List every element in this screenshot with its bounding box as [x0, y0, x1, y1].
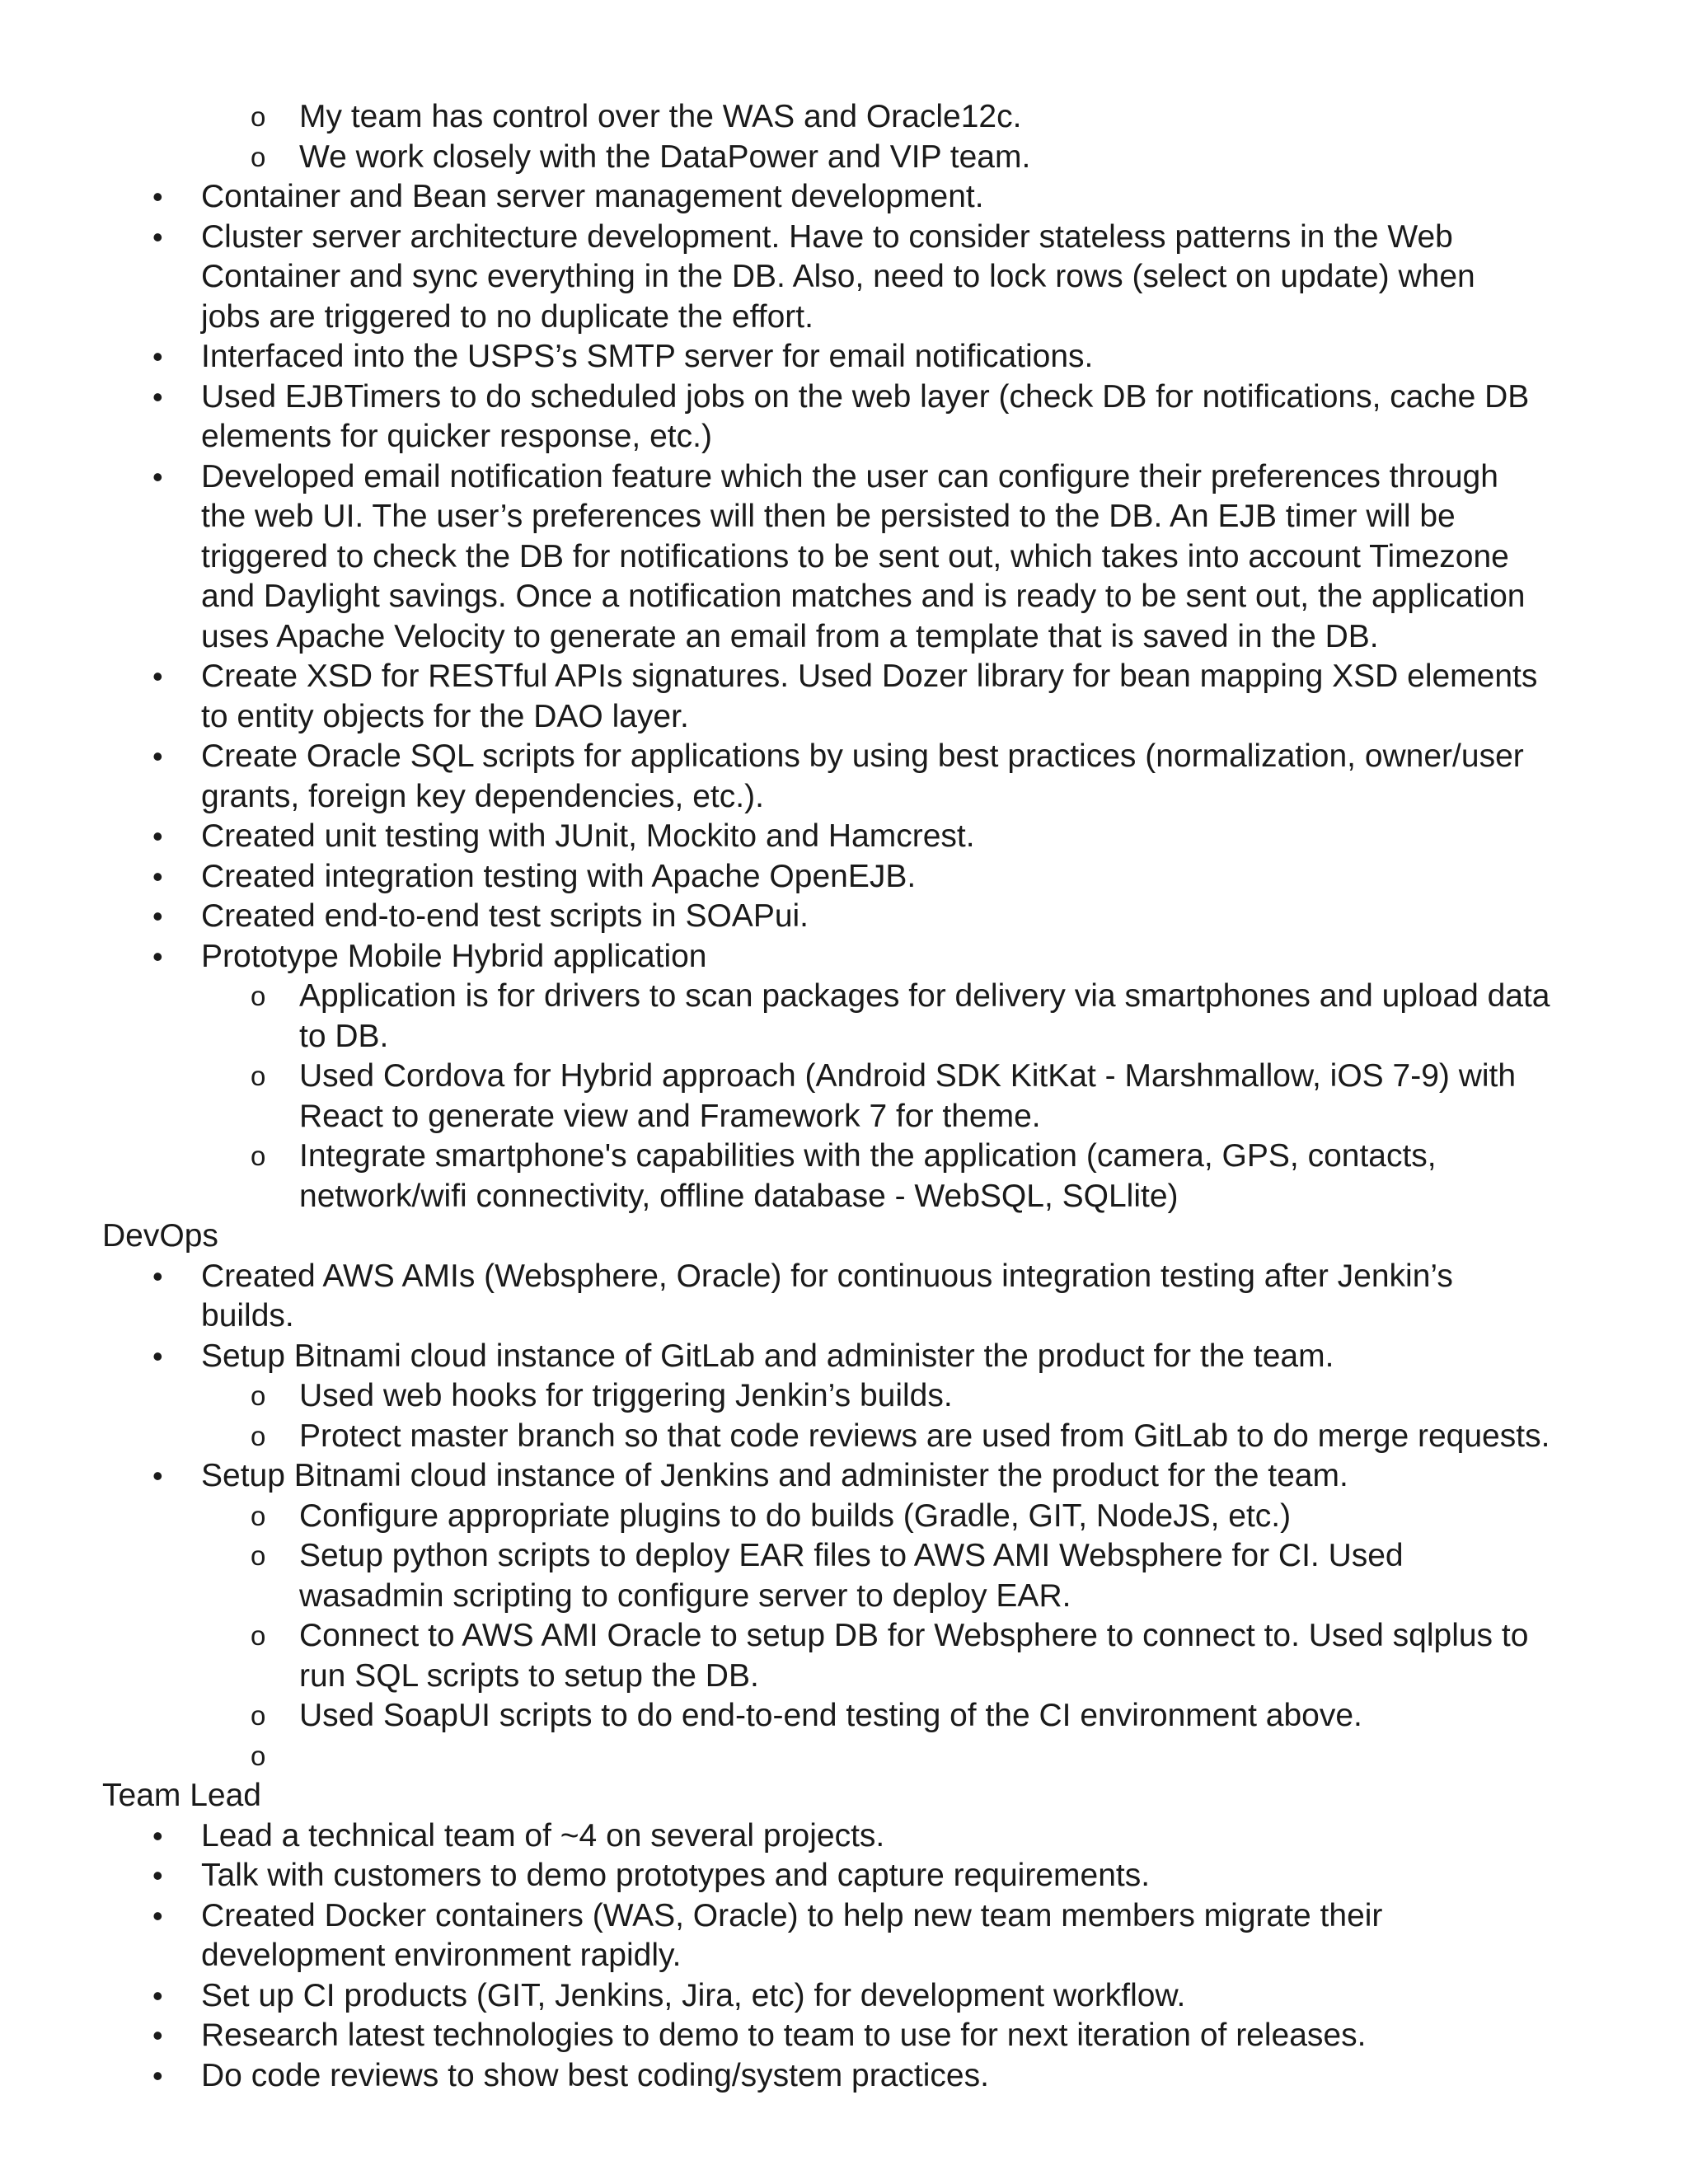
line-text: uses Apache Velocity to generate an email from a template that is saved in the DB.: [201, 618, 1379, 654]
bullet-item: [0, 218, 1688, 258]
bullet-marker: •: [152, 340, 163, 373]
line-text: Application is for drivers to scan packages for delivery via smartphones and upload data: [299, 978, 1550, 1014]
line-text: Configure appropriate plugins to do builds (Gradle, GIT, NodeJS, etc.): [299, 1497, 1292, 1534]
bullet-marker: •: [152, 1858, 163, 1892]
line-text: Setup Bitnami cloud instance of GitLab and administer the product for the team.: [201, 1338, 1334, 1374]
bullet-marker: •: [152, 1459, 163, 1493]
line-text: development environment rapidly.: [201, 1938, 682, 1973]
line-text: Integrate smartphone's capabilities with the application (camera, GPS, contacts,: [299, 1138, 1437, 1174]
bullet-item: [0, 1257, 1688, 1297]
continuation-line: [0, 617, 1688, 658]
bullet-item: [0, 337, 1688, 377]
sub-bullet-marker: o: [251, 1700, 266, 1731]
continuation-line: [0, 697, 1688, 738]
line-text: Talk with customers to demo prototypes and capture requirements.: [201, 1858, 1151, 1893]
line-text: Setup python scripts to deploy EAR files to AWS AMI Websphere for CI. Used: [299, 1538, 1404, 1573]
bullet-item: [0, 377, 1688, 418]
line-text: Create XSD for RESTful APIs signatures. Used Dozer library for bean mapping XSD elements: [201, 658, 1538, 694]
sub-bullet-marker: o: [251, 1500, 266, 1531]
sub-bullet-item: [0, 1376, 1688, 1417]
bullet-marker: •: [152, 1978, 163, 2013]
line-text: My team has control over the WAS and Oracle12c.: [299, 99, 1022, 134]
line-text: We work closely with the DataPower and VIP team.: [299, 138, 1031, 175]
line-text: Set up CI products (GIT, Jenkins, Jira, etc) for development workflow.: [201, 1977, 1186, 2013]
bullet-marker: •: [152, 739, 163, 773]
bullet-item: [0, 1856, 1688, 1896]
line-text: wasadmin scripting to configure server to deploy EAR.: [299, 1577, 1071, 1614]
continuation-line: [0, 497, 1688, 537]
bullet-marker: •: [152, 2058, 163, 2093]
line-text: Developed email notification feature which the user can configure their preferences through: [201, 458, 1498, 494]
line-text: Used EJBTimers to do scheduled jobs on the web layer (check DB for notifications, cache DB: [201, 378, 1530, 415]
line-text: and Daylight savings. Once a notification matches and is ready to be sent out, the application: [201, 579, 1526, 614]
continuation-line: [0, 777, 1688, 818]
line-text: Lead a technical team of ~4 on several projects.: [201, 1817, 885, 1854]
bullet-item: [0, 1976, 1688, 2017]
bullet-marker: •: [152, 459, 163, 494]
continuation-line: [0, 1296, 1688, 1337]
continuation-line: [0, 1657, 1688, 1697]
bullet-item: [0, 177, 1688, 218]
sub-bullet-item: [0, 1497, 1688, 1537]
line-text: Setup Bitnami cloud instance of Jenkins and administer the product for the team.: [201, 1458, 1348, 1493]
line-text: to DB.: [299, 1018, 389, 1054]
line-text: run SQL scripts to setup the DB.: [299, 1657, 759, 1694]
bullet-marker: •: [152, 899, 163, 933]
continuation-line: [0, 1097, 1688, 1137]
bullet-marker: •: [152, 659, 163, 693]
line-text: Prototype Mobile Hybrid application: [201, 938, 707, 974]
line-text: to entity objects for the DAO layer.: [201, 698, 689, 734]
bullet-item: [0, 457, 1688, 498]
bullet-item: [0, 657, 1688, 697]
bullet-item: [0, 857, 1688, 898]
bullet-item: [0, 1816, 1688, 1857]
line-text: jobs are triggered to no duplicate the effort.: [201, 298, 814, 335]
section-heading-text: DevOps: [102, 1218, 218, 1254]
continuation-line: [0, 577, 1688, 617]
bullet-marker: •: [152, 2018, 163, 2052]
line-text: elements for quicker response, etc.): [201, 419, 712, 454]
sub-bullet-marker: o: [251, 1061, 266, 1091]
bullet-marker: •: [152, 379, 163, 414]
sub-bullet-marker: o: [251, 981, 266, 1011]
line-text: Created Docker containers (WAS, Oracle) to help new team members migrate their: [201, 1897, 1383, 1933]
continuation-line: [0, 257, 1688, 298]
sub-bullet-marker: o: [251, 1740, 266, 1771]
bullet-item: [0, 2056, 1688, 2097]
bullet-item: [0, 737, 1688, 777]
bullet-item: [0, 1896, 1688, 1937]
sub-bullet-item: [0, 977, 1688, 1017]
line-text: Used Cordova for Hybrid approach (Android SDK KitKat - Marshmallow, iOS 7-9) with: [299, 1058, 1517, 1094]
section-heading: [0, 1216, 1688, 1257]
line-text: Protect master branch so that code reviews are used from GitLab to do merge requests.: [299, 1418, 1550, 1454]
continuation-line: [0, 1936, 1688, 1976]
sub-bullet-item: [0, 97, 1688, 138]
section-heading: [0, 1776, 1688, 1816]
line-text: builds.: [201, 1298, 294, 1333]
bullet-item: [0, 2016, 1688, 2056]
bullet-marker: •: [152, 859, 163, 893]
bullet-marker: •: [152, 180, 163, 213]
bullet-item: [0, 1337, 1688, 1377]
continuation-line: [0, 1577, 1688, 1617]
line-text: Container and sync everything in the DB. Also, need to lock rows (select on update) when: [201, 259, 1475, 294]
continuation-line: [0, 537, 1688, 578]
bullet-marker: •: [152, 1898, 163, 1933]
line-text: Connect to AWS AMI Oracle to setup DB for Websphere to connect to. Used sqlplus to: [299, 1618, 1529, 1653]
continuation-line: [0, 1017, 1688, 1057]
line-text: Used web hooks for triggering Jenkin’s builds.: [299, 1378, 953, 1413]
sub-bullet-item: [0, 1616, 1688, 1657]
line-text: Created integration testing with Apache OpenEJB.: [201, 858, 917, 894]
line-text: Cluster server architecture development. Have to consider stateless patterns in the Web: [201, 218, 1453, 255]
sub-bullet-item: [0, 1137, 1688, 1177]
sub-bullet-item: [0, 1736, 1688, 1777]
line-text: network/wifi connectivity, offline database - WebSQL, SQLlite): [299, 1178, 1179, 1214]
line-text: triggered to check the DB for notifications to be sent out, which takes into account Timezone: [201, 538, 1509, 574]
sub-bullet-marker: o: [251, 1380, 266, 1411]
line-text: Created unit testing with JUnit, Mockito and Hamcrest.: [201, 818, 975, 854]
bullet-marker: •: [152, 1258, 163, 1293]
bullet-marker: •: [152, 819, 163, 853]
continuation-line: [0, 298, 1688, 338]
bullet-item: [0, 817, 1688, 857]
sub-bullet-item: [0, 1057, 1688, 1097]
line-text: Create Oracle SQL scripts for applications by using best practices (normalization, owner/user: [201, 738, 1524, 774]
sub-bullet-marker: o: [251, 1620, 266, 1651]
line-text: Do code reviews to show best coding/system practices.: [201, 2057, 989, 2093]
line-text: Research latest technologies to demo to team to use for next iteration of releases.: [201, 2018, 1367, 2053]
bullet-item: [0, 897, 1688, 937]
sub-bullet-item: [0, 1417, 1688, 1457]
sub-bullet-item: [0, 138, 1688, 178]
line-text: Interfaced into the USPS’s SMTP server for email notifications.: [201, 339, 1094, 374]
bullet-item: [0, 937, 1688, 977]
line-text: Container and Bean server management development.: [201, 179, 984, 214]
sub-bullet-marker: o: [251, 141, 266, 172]
bullet-marker: •: [152, 1818, 163, 1853]
sub-bullet-marker: o: [251, 1540, 266, 1571]
bullet-marker: •: [152, 939, 163, 973]
bullet-marker: •: [152, 219, 163, 254]
sub-bullet-marker: o: [251, 101, 266, 132]
continuation-line: [0, 417, 1688, 457]
sub-bullet-item: [0, 1536, 1688, 1577]
section-heading-text: Team Lead: [102, 1778, 261, 1813]
bullet-marker: •: [152, 1338, 163, 1373]
sub-bullet-item: [0, 1696, 1688, 1736]
line-text: Created end-to-end test scripts in SOAPui.: [201, 898, 809, 934]
bullet-item: [0, 1456, 1688, 1497]
line-text: React to generate view and Framework 7 for theme.: [299, 1098, 1041, 1134]
sub-bullet-marker: o: [251, 1141, 266, 1171]
continuation-line: [0, 1177, 1688, 1217]
sub-bullet-marker: o: [251, 1420, 266, 1451]
line-text: Created AWS AMIs (Websphere, Oracle) for continuous integration testing after Jenkin’s: [201, 1258, 1453, 1294]
line-text: grants, foreign key dependencies, etc.).: [201, 778, 764, 814]
line-text: the web UI. The user’s preferences will then be persisted to the DB. An EJB timer will be: [201, 499, 1456, 534]
line-text: Used SoapUI scripts to do end-to-end testing of the CI environment above.: [299, 1698, 1362, 1733]
